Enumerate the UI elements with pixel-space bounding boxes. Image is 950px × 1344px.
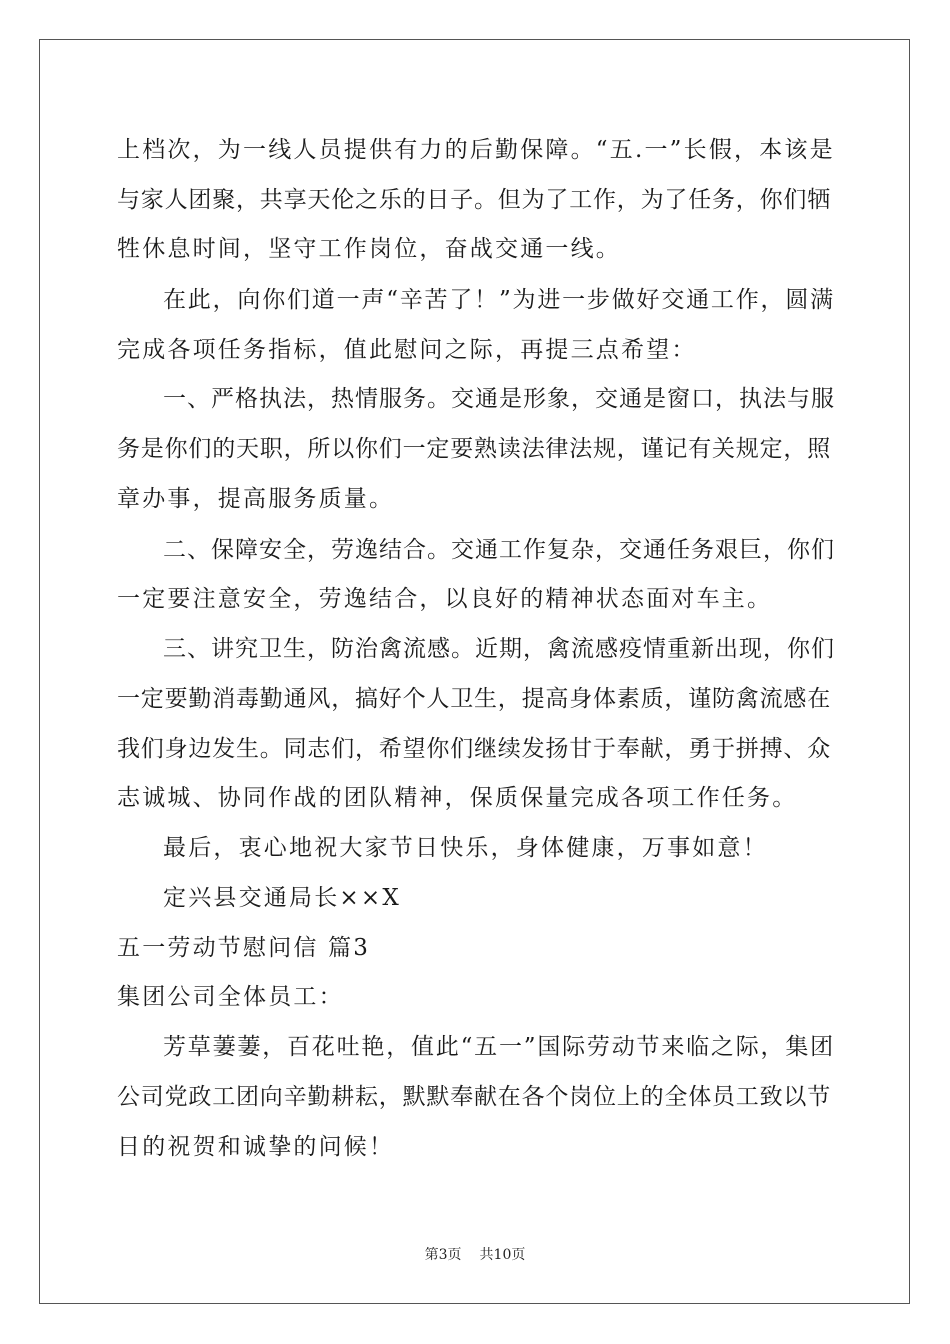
text-line: 一定要勤消毒勤通风，搞好个人卫生，提高身体素质，谨防禽流感在: [117, 686, 831, 712]
list-item-3: 三、讲究卫生，防治禽流感。近期，禽流感疫情重新出现，你们: [163, 636, 835, 662]
closing-wishes: 最后，衷心地祝大家节日快乐，身体健康，万事如意！: [163, 835, 768, 861]
text-line: 牲休息时间，坚守工作岗位，奋战交通一线。: [117, 236, 621, 262]
text-line: 一定要注意安全，劳逸结合，以良好的精神状态面对车主。: [117, 586, 773, 612]
text-line: 我们身边发生。同志们，希望你们继续发扬甘于奉献，勇于拼搏、众: [117, 736, 831, 762]
page-border: [39, 39, 910, 1304]
text-line: 上档次，为一线人员提供有力的后勤保障。“五.一”长假，本该是: [117, 137, 835, 163]
text-line: 公司党政工团向辛勤耕耘，默默奉献在各个岗位上的全体员工致以节: [117, 1084, 831, 1110]
salutation: 集团公司全体员工：: [117, 984, 344, 1010]
page-total: 共10页: [479, 1247, 526, 1263]
text-line: 与家人团聚，共享天伦之乐的日子。但为了工作，为了任务，你们牺: [117, 187, 831, 213]
page-footer: [0, 1246, 950, 1264]
text-line: 章办事，提高服务质量。: [117, 486, 395, 512]
text-line: 完成各项任务指标，值此慰问之际，再提三点希望：: [117, 337, 697, 363]
signature: 定兴县交通局长××X: [163, 885, 401, 911]
text-line: 务是你们的天职，所以你们一定要熟读法律法规，谨记有关规定，照: [117, 436, 831, 462]
list-item-1: 一、严格执法，热情服务。交通是形象，交通是窗口，执法与服: [163, 386, 835, 412]
paragraph-start: 在此，向你们道一声“辛苦了！”为进一步做好交通工作，圆满: [163, 287, 835, 313]
list-item-2: 二、保障安全，劳逸结合。交通工作复杂，交通任务艰巨，你们: [163, 537, 835, 563]
text-line: 日的祝贺和诚挚的问候！: [117, 1134, 395, 1160]
page-number: 第3页: [424, 1247, 462, 1263]
paragraph-start: 芳草萋萋，百花吐艳，值此“五一”国际劳动节来临之际，集团: [163, 1034, 835, 1060]
text-line: 志诚城、协同作战的团队精神，保质保量完成各项工作任务。: [117, 785, 798, 811]
section-heading: 五一劳动节慰问信 篇3: [117, 935, 371, 961]
